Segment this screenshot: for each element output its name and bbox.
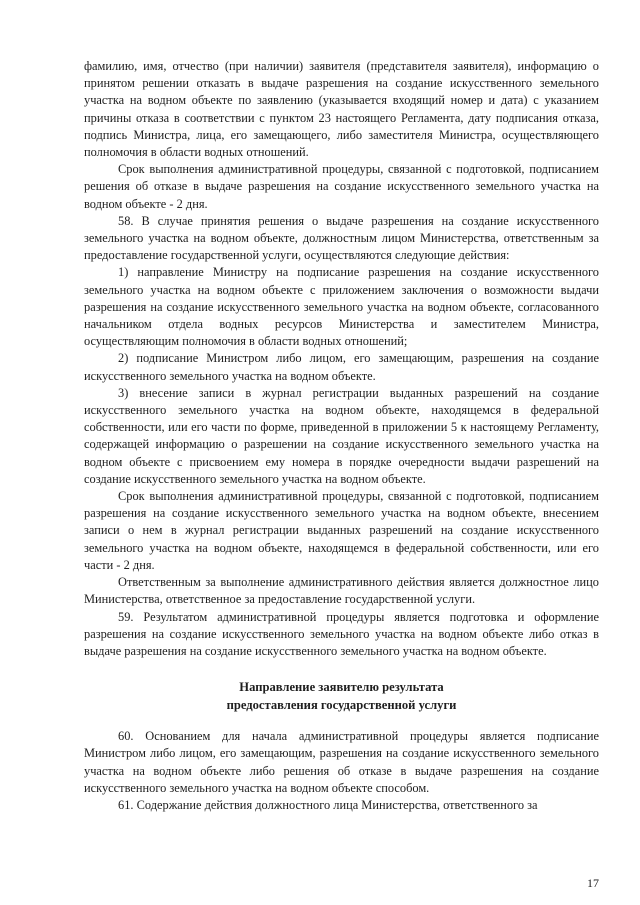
section-heading bbox=[84, 678, 599, 714]
paragraph-58: 58. В случае принятия решения о выдаче разрешения на создание искусственного земельного участка на водном объекте, должностным лицом Министерства, ответственным за предоставление государственной услуги, осуществляются следующие действия: bbox=[84, 213, 599, 263]
section-heading-line-2: предоставления государственной услуги bbox=[226, 698, 457, 713]
paragraph-58-item-3: 3) внесение записи в журнал регистрации выданных разрешений на создание искусственного земельного участка на водном объекте, находящемся в федеральной собственности, или его части по форме, приведенной в приложении 5 к настоящему Регламенту, содержащей информацию о разрешении на создание искусственного земельного участка на водном объекте с присвоением ему номера в порядке очередности выдачи разрешений на создание искусственного земельного участка на водном объекте. bbox=[84, 385, 599, 486]
paragraph-58-item-2: 2) подписание Министром либо лицом, его замещающим, разрешения на создание искусственного земельного участка на водном объекте. bbox=[84, 351, 599, 383]
section-heading-line-1: Направление заявителю результата bbox=[239, 680, 444, 695]
page-number: 17 bbox=[587, 876, 599, 890]
paragraph-58-item-1: 1) направление Министру на подписание разрешения на создание искусственного земельного участка на водном объекте с приложением заключения о возможности выдачи разрешения на создание искусственного земельного участка на водном объекте, согласованного начальником отдела водных ресурсов Министерства и заместителем Министра, осуществляющим полномочия в области водных отношений; bbox=[84, 265, 599, 349]
paragraph-refusal-deadline: Срок выполнения административной процедуры, связанной с подготовкой, подписанием решения об отказе в выдаче разрешения на создание искусственного земельного участка на водном объекте - 2 дня. bbox=[84, 162, 599, 211]
paragraph-61: 61. Содержание действия должностного лица Министерства, ответственного за bbox=[118, 797, 538, 812]
paragraph-60: 60. Основанием для начала административной процедуры является подписание Министром либо лицом, его замещающим, разрешения на создание искусственного земельного участка на водном объекте либо решения об отказе в выдаче разрешения на создание искусственного земельного участка на водном объекте способом. bbox=[84, 729, 599, 795]
paragraph-continuation: фамилию, имя, отчество (при наличии) заявителя (представителя заявителя), информацию о принятом решении отказать в выдаче разрешения на создание искусственного земельного участка на водном объекте по заявлению (указывается входящий номер и дата) с указанием причины отказа в соответствии с пунктом 23 настоящего Регламента, дату подписания отказа, подпись Министра, лица, его замещающего, либо заместителя Министра, осуществляющего полномочия в области водных отношений. bbox=[84, 59, 599, 160]
paragraph-responsible-official: Ответственным за выполнение административного действия является должностное лицо Министерства, ответственное за предоставление государственной услуги. bbox=[84, 575, 599, 607]
document-body bbox=[84, 58, 599, 814]
paragraph-permit-deadline: Срок выполнения административной процедуры, связанной с подготовкой, подписанием разрешения на создание искусственного земельного участка на водном объекте, внесением записи о нем в журнал регистрации выданных разрешений на создание искусственного земельного участка на водном объекте, находящемся в федеральной собственности, или его части - 2 дня. bbox=[84, 489, 599, 572]
paragraph-59: 59. Результатом административной процедуры является подготовка и оформление разрешения на создание искусственного земельного участка на водном объекте либо отказ в выдаче разрешения на создание искусственного земельного участка на водном объекте. bbox=[84, 609, 599, 658]
